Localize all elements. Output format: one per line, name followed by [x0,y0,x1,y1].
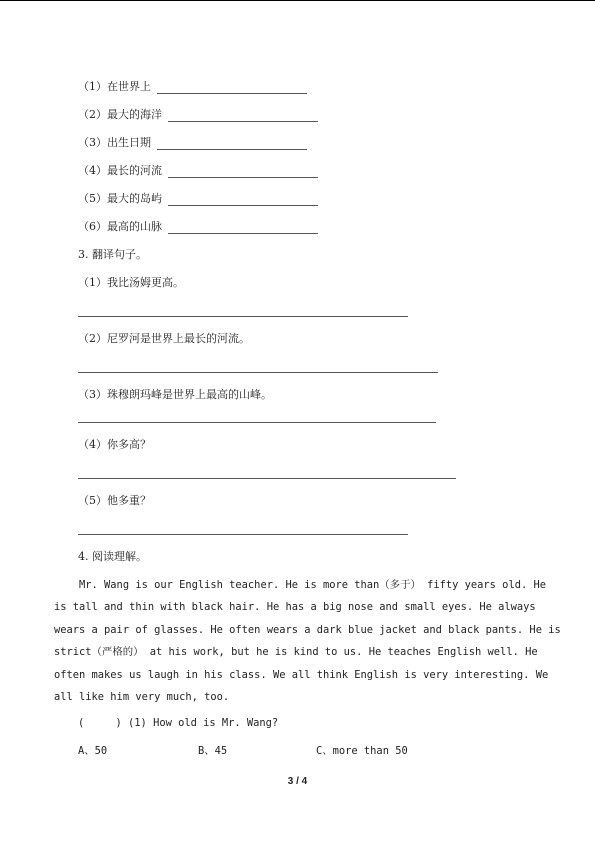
phrase-item [78,108,318,122]
answer-blank[interactable] [168,168,318,178]
answer-blank[interactable] [168,112,318,122]
question: ( ) (1) How old is Mr. Wang? [78,717,279,729]
answer-line[interactable] [78,372,438,373]
passage-line: all like him very much, too. [54,691,230,704]
option-b[interactable]: B、45 [198,745,228,757]
phrase-label: （5）最大的岛屿 [78,192,162,205]
phrase-label: （6）最高的山脉 [78,220,162,233]
phrase-label: （2）最大的海洋 [78,108,162,121]
answer-line[interactable] [78,422,436,423]
passage-line: Mr. Wang is our English teacher. He is more than（多于） fifty years old. He [54,579,546,591]
phrase-item [78,80,307,94]
phrase-item [78,164,318,178]
page-number: 3 / 4 [287,776,308,787]
answer-line[interactable] [78,316,408,317]
answer-blank[interactable] [157,140,307,150]
translate-item: （2）尼罗河是世界上最长的河流。 [78,332,250,345]
answer-line[interactable] [78,534,408,535]
translate-item: （3）珠穆朗玛峰是世界上最高的山峰。 [78,388,272,401]
option-a[interactable]: A、50 [78,745,108,757]
phrase-item [78,220,318,234]
section-heading: 4. 阅读理解。 [78,550,147,563]
reading-passage [54,574,561,708]
phrase-label: （3）出生日期 [78,136,151,149]
passage-line: wears a pair of glasses. He often wears a dark blue jacket and black pants. He is [54,623,561,636]
answer-blank[interactable] [168,196,318,206]
option-c[interactable]: C、more than 50 [316,745,408,757]
translate-item: （1）我比汤姆更高。 [78,276,184,289]
phrase-item [78,192,318,206]
answer-line[interactable] [78,478,456,479]
phrase-item [78,136,307,150]
phrase-label: （4）最长的河流 [78,164,162,177]
passage-line: is tall and thin with black hair. He has a big nose and small eyes. He always [54,601,536,614]
phrase-label: （1）在世界上 [78,80,151,93]
translate-item: （5）他多重？ [78,494,151,507]
top-border [0,0,595,1]
passage-line: often makes us laugh in his class. We all think English is very interesting. We [54,668,549,681]
translate-item: （4）你多高？ [78,438,151,451]
answer-blank[interactable] [157,84,307,94]
passage-line: strict（严格的） at his work, but he is kind to us. He teaches English well. He [54,646,538,659]
answer-blank[interactable] [168,224,318,234]
section-heading: 3. 翻译句子。 [78,248,147,261]
